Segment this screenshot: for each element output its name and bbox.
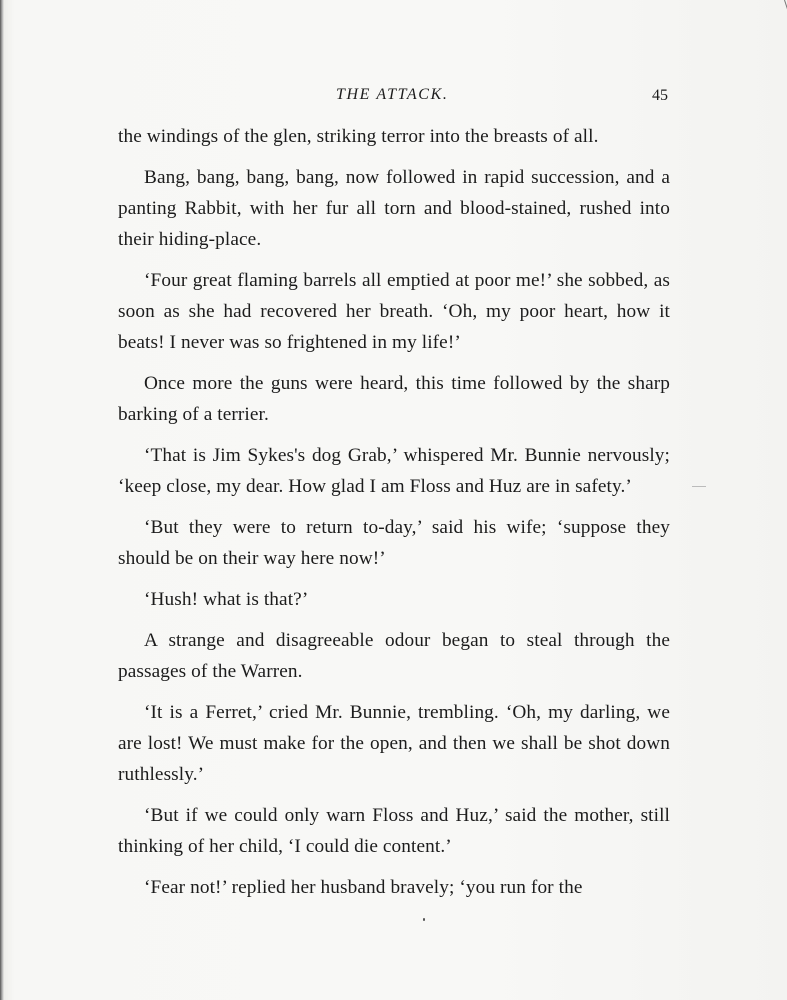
paragraph: ‘But they were to return to-day,’ said his wife; ‘suppose they should be on their way here now!’ [118, 517, 670, 569]
paragraph: A strange and disagreeable odour began to steal through the passages of the Warren. [118, 630, 670, 682]
page-right-edge [777, 0, 787, 1000]
paragraph: ‘Four great flaming barrels all emptied at poor me!’ she sobbed, as soon as she had recovered her breath. ‘Oh, my poor heart, how it beats! I never was so frightened in my life!’ [118, 270, 670, 353]
ink-speck [423, 918, 425, 921]
margin-mark [692, 486, 706, 487]
page-number: 45 [652, 87, 668, 104]
chapter-running-title: THE ATTACK. [336, 86, 449, 103]
paragraph: ‘But if we could only warn Floss and Huz,’ said the mother, still thinking of her child, ‘I could die content.’ [118, 805, 670, 857]
running-head [0, 86, 787, 110]
paragraph: ‘Fear not!’ replied her husband bravely; ‘you run for the [144, 877, 583, 898]
paragraph-continuation: the windings of the glen, striking terror into the breasts of all. [118, 126, 599, 147]
paragraph: Bang, bang, bang, bang, now followed in rapid succession, and a panting Rabbit, with her fur all torn and blood-stained, rushed into their hiding-place. [118, 167, 670, 250]
paragraph: ‘Hush! what is that?’ [144, 589, 309, 610]
paragraph: Once more the guns were heard, this time followed by the sharp barking of a terrier. [118, 373, 670, 425]
paragraph: ‘That is Jim Sykes's dog Grab,’ whispered Mr. Bunnie nervously; ‘keep close, my dear. How glad I am Floss and Huz are in safety.’ [118, 445, 670, 497]
page-left-edge-shadow [0, 0, 4, 1000]
paragraph: ‘It is a Ferret,’ cried Mr. Bunnie, trembling. ‘Oh, my darling, we are lost! We must make for the open, and then we shall be shot down ruthlessly.’ [118, 702, 670, 785]
body-text [118, 121, 670, 903]
